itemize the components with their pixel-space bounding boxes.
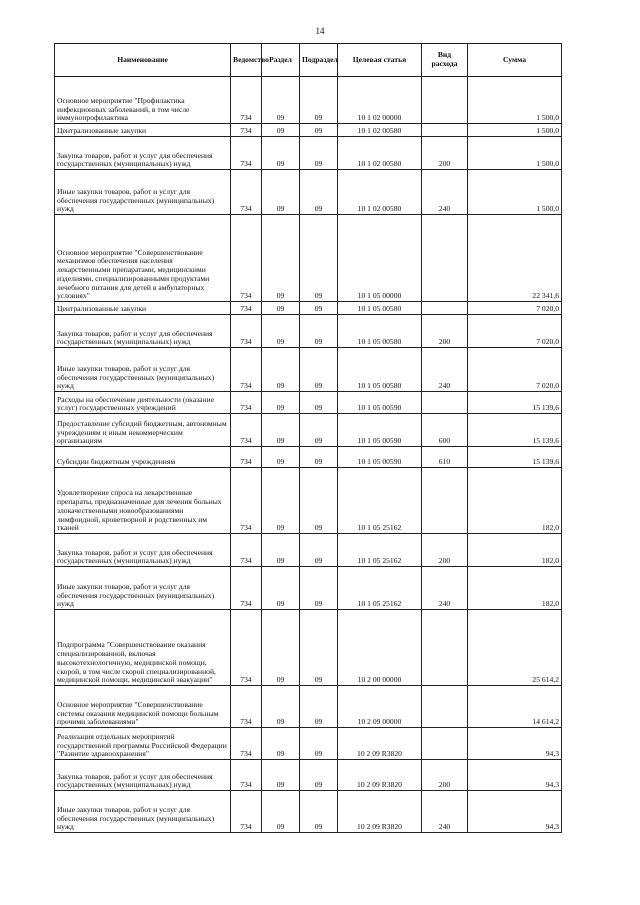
row-target-article: 10 1 02 00580: [338, 124, 422, 137]
row-subsection: 09: [300, 534, 338, 567]
table-row: [55, 124, 562, 137]
row-section: 09: [262, 392, 300, 414]
row-amount: 94,3: [468, 760, 562, 791]
row-expense-type: [422, 728, 468, 760]
row-target-article: 10 1 02 00580: [338, 137, 422, 170]
row-target-article: 10 2 09 00000: [338, 686, 422, 728]
row-amount: 1 500,0: [468, 124, 562, 137]
row-target-article: 10 1 05 00590: [338, 392, 422, 414]
row-subsection: 09: [300, 170, 338, 215]
table-row: [55, 447, 562, 468]
row-subsection: 09: [300, 447, 338, 468]
row-expense-type: 240: [422, 567, 468, 610]
row-expense-type: [422, 468, 468, 534]
row-amount: 1 500,0: [468, 77, 562, 124]
row-section: 09: [262, 124, 300, 137]
row-name: Закупка товаров, работ и услуг для обеспечения государственных (муниципальных) нужд: [55, 137, 231, 170]
row-name: Иные закупки товаров, работ и услуг для обеспечения государственных (муниципальных) нужд: [55, 567, 231, 610]
row-amount: 7 020,0: [468, 348, 562, 392]
row-expense-type: 200: [422, 137, 468, 170]
row-name: Иные закупки товаров, работ и услуг для обеспечения государственных (муниципальных) нужд: [55, 170, 231, 215]
table-row: [55, 728, 562, 760]
row-expense-type: 240: [422, 348, 468, 392]
row-subsection: 09: [300, 77, 338, 124]
row-expense-type: 200: [422, 534, 468, 567]
budget-table: [54, 43, 562, 833]
row-target-article: 10 1 05 25162: [338, 468, 422, 534]
row-amount: 94,3: [468, 728, 562, 760]
header-name: Наименование: [55, 44, 231, 77]
row-subsection: 09: [300, 686, 338, 728]
row-subsection: 09: [300, 124, 338, 137]
row-target-article: 10 1 02 00000: [338, 77, 422, 124]
row-department: 734: [231, 77, 262, 124]
row-target-article: 10 1 05 25162: [338, 567, 422, 610]
row-target-article: 10 1 05 00590: [338, 447, 422, 468]
row-name: Централизованные закупки: [55, 124, 231, 137]
row-target-article: 10 2 09 R3820: [338, 760, 422, 791]
row-section: 09: [262, 728, 300, 760]
row-amount: 15 139,6: [468, 392, 562, 414]
row-subsection: 09: [300, 137, 338, 170]
row-amount: 15 139,6: [468, 414, 562, 447]
table-row: [55, 302, 562, 315]
row-expense-type: 600: [422, 414, 468, 447]
row-department: 734: [231, 124, 262, 137]
row-department: 734: [231, 791, 262, 833]
row-section: 09: [262, 567, 300, 610]
row-department: 734: [231, 468, 262, 534]
table-row: [55, 315, 562, 348]
row-subsection: 09: [300, 760, 338, 791]
row-section: 09: [262, 315, 300, 348]
row-department: 734: [231, 392, 262, 414]
row-amount: 22 341,6: [468, 215, 562, 302]
table-row: [55, 567, 562, 610]
row-subsection: 09: [300, 468, 338, 534]
row-name: Закупка товаров, работ и услуг для обеспечения государственных (муниципальных) нужд: [55, 315, 231, 348]
row-subsection: 09: [300, 728, 338, 760]
header-amount: Сумма: [468, 44, 562, 77]
table-row: [55, 760, 562, 791]
row-department: 734: [231, 567, 262, 610]
row-department: 734: [231, 610, 262, 686]
row-subsection: 09: [300, 302, 338, 315]
header-target-article: Целевая статья: [338, 44, 422, 77]
row-target-article: 10 1 05 00580: [338, 315, 422, 348]
row-expense-type: [422, 77, 468, 124]
row-name: Централизованные закупки: [55, 302, 231, 315]
row-name: Закупка товаров, работ и услуг для обеспечения государственных (муниципальных) нужд: [55, 534, 231, 567]
row-amount: 14 614,2: [468, 686, 562, 728]
row-section: 09: [262, 77, 300, 124]
header-section: Раздел: [262, 44, 300, 77]
row-name: Закупка товаров, работ и услуг для обеспечения государственных (муниципальных) нужд: [55, 760, 231, 791]
row-name: Субсидии бюджетным учреждениям: [55, 447, 231, 468]
row-name: Иные закупки товаров, работ и услуг для обеспечения государственных (муниципальных) нужд: [55, 348, 231, 392]
row-department: 734: [231, 302, 262, 315]
table-header-row: [55, 44, 562, 77]
table-row: [55, 170, 562, 215]
row-target-article: 10 1 05 00000: [338, 215, 422, 302]
row-expense-type: 610: [422, 447, 468, 468]
row-amount: 182,0: [468, 567, 562, 610]
row-section: 09: [262, 447, 300, 468]
row-target-article: 10 1 05 00580: [338, 302, 422, 315]
row-department: 734: [231, 170, 262, 215]
header-expense-type: Вид расхода: [422, 44, 468, 77]
row-target-article: 10 2 00 00000: [338, 610, 422, 686]
row-target-article: 10 1 05 25162: [338, 534, 422, 567]
row-department: 734: [231, 760, 262, 791]
row-department: 734: [231, 315, 262, 348]
row-subsection: 09: [300, 610, 338, 686]
row-name: Предоставление субсидий бюджетным, автономным учреждениям и иным некоммерческим организациям: [55, 414, 231, 447]
header-subsection: Подраздел: [300, 44, 338, 77]
row-name: Реализация отдельных мероприятий государственной программы Российской Федерации "Развитие здравоохранения": [55, 728, 231, 760]
row-section: 09: [262, 760, 300, 791]
row-amount: 182,0: [468, 468, 562, 534]
row-expense-type: [422, 686, 468, 728]
row-department: 734: [231, 686, 262, 728]
row-subsection: 09: [300, 567, 338, 610]
row-amount: 1 500,0: [468, 170, 562, 215]
row-name: Подпрограмма "Совершенствование оказания специализированной, включая высокотехнологичную, медицинской помощи, скорой, в том числе скорой специализированной, медицинской помощи, медицинской эвакуации": [55, 610, 231, 686]
table-row: [55, 686, 562, 728]
row-section: 09: [262, 302, 300, 315]
table-row: [55, 468, 562, 534]
row-name: Удовлетворение спроса на лекарственные препараты, предназначенные для лечения больных злокачественными новообразованиями лимфоидной, кроветворной и родственных им тканей: [55, 468, 231, 534]
row-expense-type: 240: [422, 170, 468, 215]
row-amount: 15 139,6: [468, 447, 562, 468]
row-section: 09: [262, 534, 300, 567]
table-row: [55, 392, 562, 414]
table-row: [55, 215, 562, 302]
row-expense-type: 240: [422, 791, 468, 833]
row-department: 734: [231, 728, 262, 760]
row-section: 09: [262, 468, 300, 534]
row-amount: 25 614,2: [468, 610, 562, 686]
row-section: 09: [262, 348, 300, 392]
table-row: [55, 137, 562, 170]
row-expense-type: [422, 610, 468, 686]
row-target-article: 10 2 09 R3820: [338, 791, 422, 833]
row-department: 734: [231, 414, 262, 447]
row-section: 09: [262, 170, 300, 215]
row-amount: 7 020,0: [468, 315, 562, 348]
row-name: Расходы на обеспечение деятельности (оказание услуг) государственных учреждений: [55, 392, 231, 414]
row-expense-type: [422, 392, 468, 414]
row-expense-type: 200: [422, 760, 468, 791]
row-section: 09: [262, 791, 300, 833]
row-name: Основное мероприятие "Совершенствование системы оказания медицинской помощи больным прочими заболеваниями": [55, 686, 231, 728]
row-section: 09: [262, 686, 300, 728]
row-name: Основное мероприятие "Профилактика инфекционных заболеваний, в том числе иммунопрофилактика: [55, 77, 231, 124]
table-row: [55, 348, 562, 392]
row-target-article: 10 1 02 00580: [338, 170, 422, 215]
row-expense-type: [422, 215, 468, 302]
row-section: 09: [262, 414, 300, 447]
row-amount: 7 020,0: [468, 302, 562, 315]
row-subsection: 09: [300, 348, 338, 392]
row-department: 734: [231, 348, 262, 392]
row-expense-type: [422, 302, 468, 315]
row-subsection: 09: [300, 315, 338, 348]
row-amount: 1 500,0: [468, 137, 562, 170]
row-department: 734: [231, 137, 262, 170]
row-section: 09: [262, 215, 300, 302]
table-row: [55, 414, 562, 447]
row-name: Основное мероприятие "Совершенствование механизмов обеспечения населения лекарственными препаратами, медицинскими изделиями, специализированными продуктами лечебного питания для детей в амбулаторных условиях": [55, 215, 231, 302]
row-subsection: 09: [300, 215, 338, 302]
row-amount: 182,0: [468, 534, 562, 567]
row-target-article: 10 1 05 00580: [338, 348, 422, 392]
table-row: [55, 610, 562, 686]
table-row: [55, 77, 562, 124]
row-expense-type: 200: [422, 315, 468, 348]
row-section: 09: [262, 137, 300, 170]
table-row: [55, 534, 562, 567]
row-department: 734: [231, 215, 262, 302]
row-section: 09: [262, 610, 300, 686]
page-number: 14: [315, 26, 325, 36]
row-subsection: 09: [300, 392, 338, 414]
header-department: Ведомство: [231, 44, 262, 77]
row-expense-type: [422, 124, 468, 137]
row-subsection: 09: [300, 791, 338, 833]
row-department: 734: [231, 534, 262, 567]
row-amount: 94,3: [468, 791, 562, 833]
row-department: 734: [231, 447, 262, 468]
table-row: [55, 791, 562, 833]
row-target-article: 10 1 05 00590: [338, 414, 422, 447]
row-subsection: 09: [300, 414, 338, 447]
row-target-article: 10 2 09 R3820: [338, 728, 422, 760]
row-name: Иные закупки товаров, работ и услуг для обеспечения государственных (муниципальных) нужд: [55, 791, 231, 833]
